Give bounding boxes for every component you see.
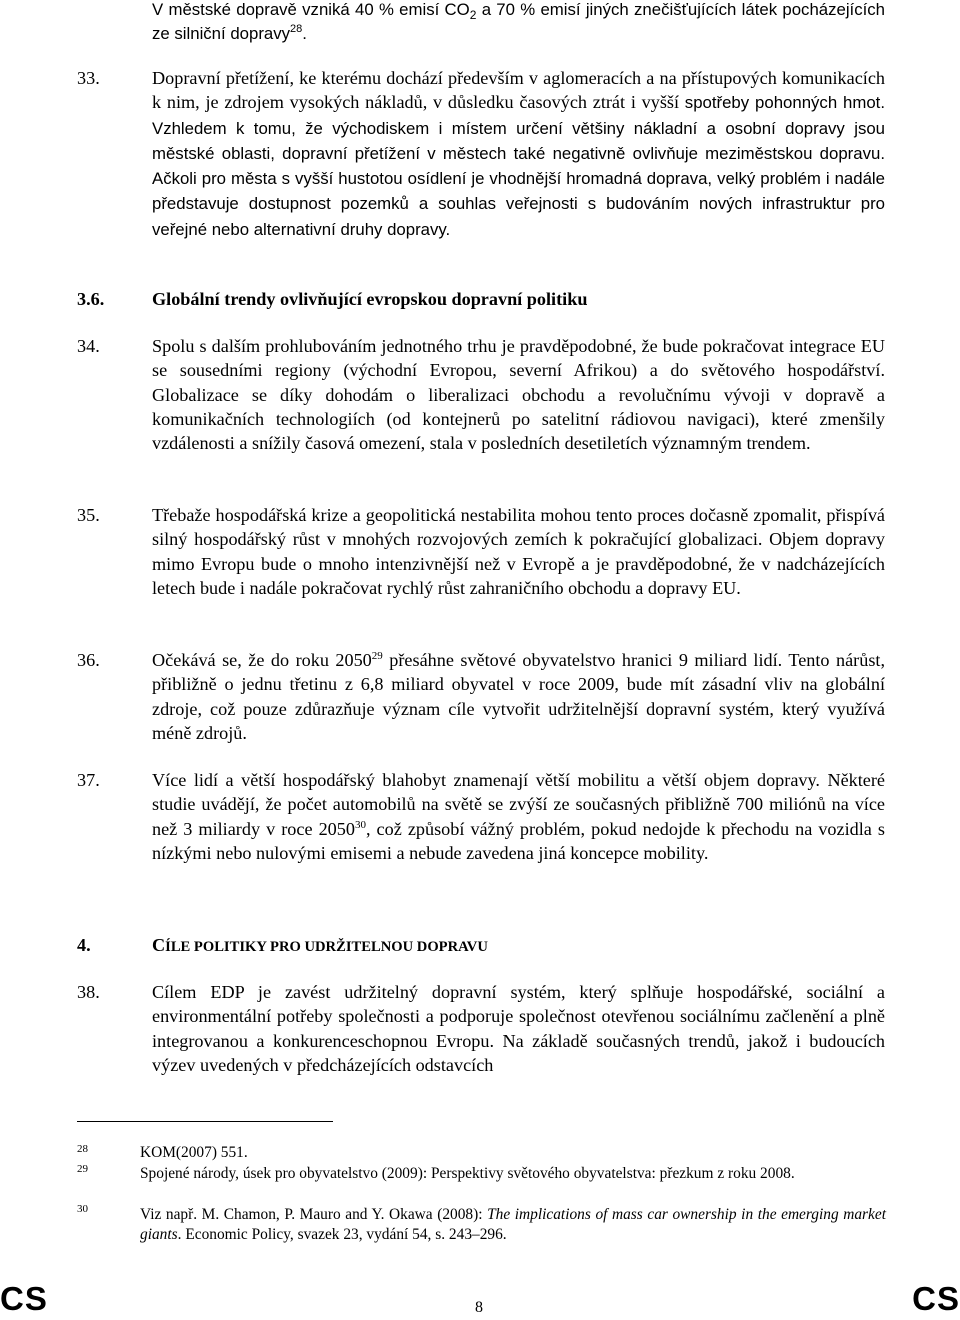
paragraph-number: 37. (77, 770, 100, 790)
paragraph-34: Spolu s dalším prohlubováním jednotného trhu je pravděpodobné, že bude pokračovat integrace EU se sousedními regiony (východní Evropou, severní Afrikou) a do světového hospodářství. Globalizace se díky dohodám o liberalizaci obchodu a revolučnímu vývoji v dopravě a komunikačních technologiích (od kontejnerů po satelitní rádiovou navigaci), které zmenšily vzdálenosti a snížily časová omezení, stala v posledních desetiletích významným trendem. (152, 336, 885, 454)
section-number: 3.6. (77, 289, 105, 309)
paragraph-36 (152, 648, 885, 745)
paragraph-number: 34. (77, 336, 100, 356)
subscript: 2 (469, 8, 477, 22)
footnote-ref[interactable]: 29 (371, 650, 383, 662)
paragraph-number: 36. (77, 650, 100, 670)
paragraph-continued (152, 0, 885, 47)
paragraph-text: Očekává se, že do roku 2050 (152, 650, 372, 670)
section-title-rest: ÍLE POLITIKY PRO UDRŽITELNOU DOPRAVU (165, 939, 488, 955)
footnote-number: 28 (77, 1143, 88, 1155)
section-title-initial: C (152, 935, 166, 955)
section-title (152, 933, 488, 959)
footnote-ref[interactable]: 28 (290, 23, 303, 36)
section-number: 4. (77, 935, 91, 955)
paragraph-text: a 70 % emisí jiných znečišťujících látek pocházejících ze silniční dopravy (152, 0, 885, 44)
footnote-text-part: . Economic Policy, svazek 23, vydání 54, s. 243–296. (177, 1226, 507, 1243)
footnote-text (140, 1205, 886, 1245)
paragraph-text: , což způsobí vážný problém, pokud nedojde k přechodu na vozidla s nízkými nebo nulovými emisemi a nebude zavedena jiná koncepce mobility. (152, 818, 885, 863)
paragraph-text: Ačkoli pro města s vyšší hustotou osídlení je vhodnější hromadná doprava, velký problém i nadále představuje dostupnost pozemků a souhlas veřejnosti s budováním nových infrastruktur pro veřejné nebo alternativní druhy dopravy. (152, 169, 885, 239)
footnote-text: KOM(2007) 551. (140, 1144, 248, 1161)
footnote-text-part: Viz např. M. Chamon, P. Mauro and Y. Okawa (2008): (140, 1206, 488, 1223)
footnote-text: Spojené národy, úsek pro obyvatelstvo (2009): Perspektivy světového obyvatelstva: přezkum z roku 2008. (140, 1165, 795, 1182)
paragraph-text: V městské dopravě vzniká 40 % emisí CO (152, 0, 470, 19)
footnote-number: 30 (77, 1203, 88, 1215)
section-title: Globální trendy ovlivňující evropskou dopravní politiku (152, 289, 588, 309)
page-number: 8 (475, 1299, 483, 1316)
footnote-number: 29 (77, 1163, 88, 1175)
language-code-right: CS (912, 1280, 960, 1317)
paragraph-number: 35. (77, 505, 100, 525)
paragraph-35: Třebaže hospodářská krize a geopolitická nestabilita mohou tento proces dočasně zpomalit, přispívá silný hospodářský růst v mnohých rozvojových zemích k pokračující globalizaci. Objem dopravy mimo Evropu bude o mnoho intenzivnější než v Evropě a je pravděpodobné, že v nadcházejících letech bude i nadále pokračovat rychlý růst zahraničního obchodu a dopravy EU. (152, 505, 885, 598)
paragraph-text: přesáhne světové obyvatelstvo hranici 9 miliard lidí. Tento nárůst, přibližně o jednu třetinu z 6,8 miliard obyvatel v roce 2009, bude mít zásadní vliv na globální zdroje, což pouze zdůrazňuje význam cíle vytvořit udržitelnější dopravní systém, který využívá méně zdrojů. (152, 650, 886, 743)
paragraph-text: Dopravní přetížení, ke kterému dochází především v aglomeracích a na přístupových komunikacích k nim, je zdrojem vysokých nákladů, v důsledku časových ztrát i vyšší (152, 68, 885, 113)
paragraph-text: . (302, 24, 307, 44)
paragraph-text: Více lidí a větší hospodářský blahobyt znamenají větší mobilitu a větší objem dopravy. Některé studie uvádějí, že počet automobilů na světě se zvýší ze současných přibližně 700 miliónů na více než 3 miliardy v roce 2050 (152, 770, 885, 839)
footnote-ref[interactable]: 30 (354, 818, 366, 831)
paragraph-37 (152, 768, 885, 865)
footnote-separator (77, 1121, 333, 1122)
paragraph-33 (152, 66, 885, 242)
paragraph-text: spotřeby pohonných hmot. Vzhledem k tomu, že východiskem i místem určení většiny nákladní a osobní dopravy jsou městské oblasti, dopravní přetížení v městech také negativně ovlivňuje meziměstskou dopravu. (152, 93, 885, 163)
language-code-left: CS (0, 1280, 48, 1317)
paragraph-number: 38. (77, 982, 100, 1002)
paragraph-38: Cílem EDP je zavést udržitelný dopravní systém, který splňuje hospodářské, sociální a environmentální potřeby společnosti a podporuje společnost otevřenou sociálnímu začlenění a plně integrovanou a konkurenceschopnou Evropu. Na základě současných trendů, jakož i budoucích výzev uvedených v předcházejících odstavcích (152, 982, 885, 1075)
footnote-title-italic: The implications of mass car ownership in the emerging market giants (140, 1206, 886, 1243)
paragraph-number: 33. (77, 68, 100, 88)
